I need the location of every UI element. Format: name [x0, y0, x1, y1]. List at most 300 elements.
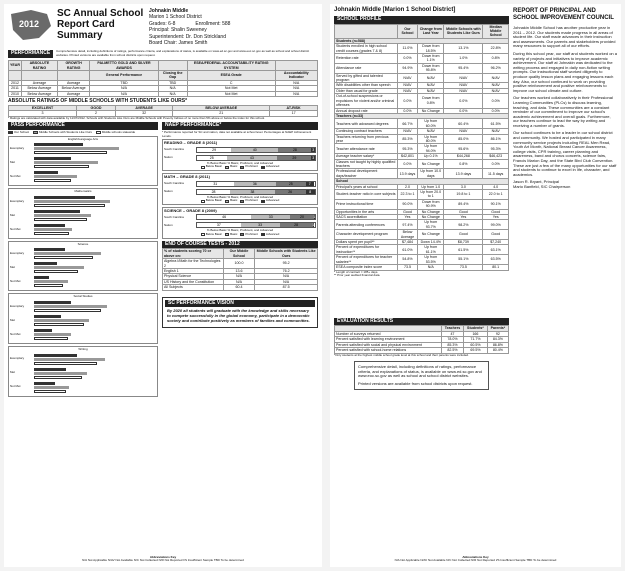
naep-stacked-bar: [196, 214, 316, 220]
perf-subheader: [57, 71, 89, 81]
naep-axis-label: % Below Basic % Basic, Proficient, and Advanced: [206, 160, 274, 165]
eoc-cell: N/A: [255, 274, 318, 279]
pass-bar: [34, 171, 58, 174]
teachers-cell: Up from 94.0%: [418, 144, 444, 154]
pass-row: [10, 209, 156, 222]
teachers-cell: N/AV: [444, 129, 483, 134]
students-cell: Down from 0.8%: [418, 94, 444, 108]
eval-cell: 92: [487, 331, 508, 336]
students-cell: Students enrolled in high school credit courses (grades 7 & 8): [335, 44, 398, 54]
pass-subject-title: English/Language Arts: [67, 136, 99, 141]
profile-title: SCHOOL PROFILE: [334, 16, 509, 24]
pass-legend-label: Middle Schools with Students Like Ours: [39, 130, 92, 135]
naep-segment: 28: [280, 223, 313, 227]
pass-bar: [34, 161, 98, 164]
detail-box: [354, 361, 489, 390]
perf-cell: Average: [22, 80, 58, 85]
grades: Grades: 6-8: [149, 20, 176, 27]
pass-row-label: Met: [10, 265, 16, 270]
school-cell: Down 14.4%: [418, 240, 444, 245]
eval-cell: Percent satisfied with social and physical environment: [335, 342, 442, 347]
school-name: Johnakin Middle: [149, 8, 189, 14]
school-info: [149, 8, 230, 46]
perf-cell: N/A: [90, 86, 158, 91]
perf-cell: N/A: [158, 86, 187, 91]
pass-bar: [34, 196, 95, 199]
teachers-cell: 95.3%: [397, 144, 417, 154]
legend-swatch: [261, 200, 265, 203]
eoc-cell: 60.4: [223, 285, 254, 290]
pass-bar: [34, 252, 101, 255]
eoc-row: [163, 285, 318, 290]
students-label: Students (n=588): [335, 38, 509, 43]
teachers-cell: Teachers with advanced degrees: [335, 119, 398, 129]
teachers-cell: 95.3%: [483, 144, 509, 154]
naep-segment: 25: [276, 182, 306, 186]
naep-segment: 26: [275, 190, 306, 194]
legend-swatch: [201, 166, 205, 169]
students-cell: N/AV: [483, 88, 509, 93]
eoc-title: END OF COURSE TESTS - 2012: [162, 241, 318, 249]
students-cell: 13.1%: [444, 44, 483, 54]
students-cell: 96.2%: [483, 63, 509, 73]
pass-bar: [34, 333, 71, 336]
school-cell: 63.5%: [483, 255, 509, 265]
legend-swatch: [261, 233, 265, 236]
eval-cell: 80.4%: [487, 348, 508, 353]
naep-legend-item: [240, 199, 258, 203]
naep-legend-item: [225, 233, 237, 237]
naep-row-label: South Carolina: [164, 147, 184, 152]
pass-bar: [34, 368, 66, 371]
vision-title: SC PERFORMANCE VISION: [165, 300, 315, 308]
pass-chart: [8, 188, 158, 239]
teachers-cell: 60.4%: [444, 119, 483, 129]
legend-swatch: [240, 166, 244, 169]
perf-subheader: General Performance: [90, 71, 158, 81]
naep-axis-label: % Below Basic % Basic, Proficient, and Advanced: [206, 194, 274, 199]
pass-bar: [34, 376, 82, 379]
abs-value: 17: [270, 111, 318, 116]
absolute-ratings: [8, 99, 318, 120]
profile-header: [335, 24, 398, 38]
eoc-header: Middle Schools with Students Like Ours: [256, 249, 316, 258]
report-title-principal: REPORT OF PRINCIPAL AND SCHOOL IMPROVEMENT COUNCIL: [513, 8, 614, 21]
eoc-cell: N/A: [255, 279, 318, 284]
eoc-row: [163, 259, 318, 269]
students-cell: N/AV: [397, 83, 417, 88]
pass-row-label: Met: [10, 370, 16, 375]
naep-segment: 43: [227, 156, 278, 160]
students-cell: N/AV: [483, 83, 509, 88]
pass-bar: [34, 157, 71, 160]
page1-header: [4, 4, 322, 48]
page2-left: [334, 8, 509, 394]
teachers-cell: 13.9 days: [444, 169, 483, 179]
naep-segment: 1: [313, 215, 316, 220]
pass-bar: [34, 151, 107, 154]
naep-legend-item: [240, 165, 258, 169]
school-cell: Up from 61.1%: [418, 245, 444, 255]
eoc-cell: 13.6: [223, 269, 254, 274]
students-cell: N/AV: [397, 88, 417, 93]
pass-row: [10, 300, 156, 313]
superintendent: Superintendent: Dr. Don Strickland: [149, 33, 226, 40]
perf-cell: N/A: [158, 91, 187, 96]
legend-swatch: [33, 131, 38, 134]
pass-bar: [34, 179, 71, 182]
legend-swatch: [225, 166, 229, 169]
naep-stacked-bar: [196, 155, 316, 161]
school-cell: N/A: [418, 265, 444, 270]
school-cell: Up from 20.0 to 1: [418, 190, 444, 200]
abs-value: 32: [116, 111, 173, 116]
legend-swatch: [96, 131, 101, 134]
perf-header: GROWTH RATING: [57, 61, 89, 71]
teachers-cell: Average teacher salary*: [335, 154, 398, 159]
abbrev-text-2: N/A Not Applicable N/AV Not Available N/C Not Collected N/R Not Reported I/S Insufficient Sample TBD To be determined: [394, 558, 557, 563]
school-cell: Down from 90.9%: [418, 199, 444, 209]
naep-segment: 28: [197, 190, 230, 194]
pass-bar: [34, 147, 119, 150]
naep-segment: 46: [197, 215, 251, 219]
school-cell: 90.1%: [483, 199, 509, 209]
naep-legend-label: Basic: [230, 198, 238, 203]
students-cell: 11.0%: [397, 44, 417, 54]
school-row: [335, 255, 509, 265]
eoc-cell: Physical Science: [163, 274, 224, 279]
naep-block-title: SCIENCE – GRADE 8 (2009): [164, 207, 217, 213]
pass-title: PASS PERFORMANCE: [8, 122, 158, 130]
report-paragraph: Our school continues to be a leader in our school district and community. We hosted and participated in many community service projects including REAL Men Read, Youth Art Month, National Breast Cancer Awareness, college visits, CPR training, career planning and awareness, band and chorus concerts, science fairs, Francis Marion Day, and the State Bird Club Convention. These are just a few of the many opportunities for our staff and students to continue to excel in life, character, and academics.: [513, 130, 617, 177]
eoc-table: [162, 248, 318, 290]
pass-bar: [34, 382, 55, 385]
school-cell: SACS accreditation: [335, 215, 398, 220]
teachers-cell: N/AV: [483, 129, 509, 134]
students-cell: N/AV: [418, 83, 444, 88]
teachers-cell: N/AV: [418, 129, 444, 134]
school-cell: 97.4%: [397, 220, 417, 230]
students-cell: 95.4%: [444, 63, 483, 73]
naep-segment: 40: [231, 148, 278, 152]
teachers-cell: Teacher attendance rate: [335, 144, 398, 154]
school-cell: 80.1: [483, 265, 509, 270]
students-cell: Served by gifted and talented program: [335, 73, 398, 83]
eoc-cell: 95.2: [255, 259, 318, 269]
students-cell: 0.8%: [483, 54, 509, 64]
naep-segment: 7: [306, 182, 314, 186]
naep-legend-label: Below Basic: [205, 164, 223, 169]
pass-row: [10, 156, 156, 169]
school-cell: ESEA composite index score: [335, 265, 398, 270]
school-cell: 89.4%: [444, 199, 483, 209]
naep-block: [162, 173, 318, 205]
naep-segment: 29: [197, 148, 231, 152]
perf-cell: Not Met: [187, 91, 275, 96]
profile-note: * Length of contract = 185+ days.: [334, 269, 379, 274]
profile-note: ** Prior year audited financial data.: [334, 273, 381, 278]
perf-header: [158, 61, 187, 71]
students-cell: N/AV: [483, 73, 509, 83]
naep-legend: [164, 233, 316, 237]
eval-cell: Percent satisfied with school-home relations: [335, 348, 442, 353]
teachers-cell: 85.0%: [444, 134, 483, 144]
pass-bar: [34, 266, 84, 269]
perf-cell: 2010: [9, 91, 22, 96]
school-cell: Up from 1.0: [418, 184, 444, 189]
school-cell: Principal's years at school: [335, 184, 398, 189]
teachers-cell: $44,268: [444, 154, 483, 159]
teachers-cell: Up 0.1%: [418, 154, 444, 159]
eoc-cell: English 1: [163, 269, 224, 274]
pass-bar: [34, 248, 65, 251]
pass-row: [10, 170, 156, 183]
students-cell: 1.0%: [444, 54, 483, 64]
naep-legend-item: [240, 233, 258, 237]
pass-bar: [34, 276, 49, 279]
pass-subject-title: Science: [77, 241, 89, 246]
legend-swatch: [225, 200, 229, 203]
performance-label: PERFORMANCE: [8, 50, 53, 58]
abbrev-title-2: Abbreviations Key: [462, 554, 489, 559]
perf-subheader: ESEA Grade: [187, 71, 275, 81]
school-cell: 2.0: [397, 184, 417, 189]
eval-cell: 71.7%: [464, 337, 488, 342]
teachers-cell: $42,801: [397, 154, 417, 159]
pass-legend-label: Middle schools statewide: [101, 130, 136, 135]
naep-stacked-bar: [196, 181, 316, 187]
eoc-cell: N/A: [223, 274, 254, 279]
abs-header: BELOW AVERAGE: [173, 105, 270, 110]
naep-legend-item: [261, 165, 279, 169]
school-cell: 63.1%: [483, 245, 509, 255]
naep-block-title: MATH – GRADE 8 (2011): [164, 174, 210, 180]
pass-column: [8, 122, 158, 398]
school-cell: Good: [444, 230, 483, 240]
naep-axis-label: % Below Basic % Basic, Proficient, and Advanced: [206, 228, 274, 233]
legend-swatch: [201, 233, 205, 236]
eoc-cell: N/A: [223, 279, 254, 284]
naep-segment: 33: [241, 223, 280, 227]
naep-block: [162, 139, 318, 171]
teachers-cell: $46,423: [483, 154, 509, 159]
report-paragraph: Johnakin Middle School has another productive year in 2011 – 2012. Our students made progress in all areas of student life. Our staff made advances in their instruction and assessments. Our parents and stakeholders provided many resources to support all of our efforts.: [513, 25, 616, 49]
naep-segment: 1: [312, 223, 315, 228]
teachers-row: [335, 144, 509, 154]
students-cell: 0.0%: [483, 94, 509, 108]
naep-segment: 8: [306, 190, 315, 194]
pass-row-label: Exemplary: [10, 356, 25, 361]
pass-bar: [34, 256, 93, 259]
legend-swatch: [225, 233, 229, 236]
eoc-cell: 100.0: [223, 259, 254, 269]
pass-row: [10, 195, 156, 208]
district-name: Marion 1 School District: [149, 14, 202, 21]
naep-segment: 33: [251, 215, 290, 219]
students-cell: N/AV: [444, 88, 483, 93]
pass-legend-label: Our School: [14, 130, 30, 135]
school-cell: 54.8%: [397, 255, 417, 265]
school-cell: 55.1%: [444, 255, 483, 265]
pass-row-label: Met: [10, 317, 16, 322]
naep-note: * Performance reported for SC and nation, data not available at school level. Percentages at NAEP Achievement Levels.: [162, 130, 312, 138]
pass-row: [10, 381, 156, 394]
eval-cell: 69.5%: [464, 348, 488, 353]
pass-row: [10, 275, 156, 288]
naep-segment: 36: [234, 182, 276, 186]
school-cell: No Change: [418, 209, 444, 214]
pass-bar: [34, 204, 105, 207]
teachers-cell: No Change: [418, 159, 444, 169]
eval-cell: 86.8%: [487, 342, 508, 347]
naep-row: [164, 213, 316, 221]
naep-legend-item: [225, 165, 237, 169]
students-cell: Down from 95.8%: [418, 63, 444, 73]
teachers-cell: Teachers returning from previous year: [335, 134, 398, 144]
pass-bar: [34, 200, 110, 203]
abbrev-text: N/A Not Applicable N/AV Not Available N/C Not Collected N/R Not Reported I/S Insufficient Sample TBD To be determined: [82, 558, 244, 563]
eval-cell: 47: [441, 331, 463, 336]
naep-legend-item: [201, 165, 222, 169]
teachers-cell: Continuing contract teachers: [335, 129, 398, 134]
profile-header: Change from Last Year: [418, 24, 444, 38]
school-cell: Good: [483, 209, 509, 214]
pass-chart: [8, 293, 158, 344]
naep-legend: [164, 199, 316, 203]
school-cell: Character development program: [335, 230, 398, 240]
students-cell: Annual dropout rate: [335, 108, 398, 113]
profile-table: [334, 24, 509, 271]
school-cell: 73.5: [444, 265, 483, 270]
pass-bar: [34, 143, 83, 146]
naep-legend-item: [201, 233, 222, 237]
eoc-cell: 76.2: [255, 269, 318, 274]
students-row: [335, 73, 509, 83]
students-cell: N/AV: [418, 88, 444, 93]
eoc-cell: 87.5: [255, 285, 318, 290]
abs-header: AT-RISK: [270, 105, 318, 110]
naep-segment: 31: [197, 182, 234, 186]
school-cell: Below Average: [397, 230, 417, 240]
vision-box: [162, 297, 318, 329]
school-cell: Student-teacher ratio in core subjects: [335, 190, 398, 200]
absolute-ratings-title: ABSOLUTE RATINGS OF MIDDLE SCHOOLS WITH STUDENTS LIKE OURS*: [8, 98, 188, 105]
performance-section: [8, 50, 318, 58]
pass-row: [10, 314, 156, 327]
performance-note: Comprehensive detail, including definitions of ratings, performance criteria, and explanations of status, is available on www.ed.sc.gov and www.eoc.sc.gov as well as school and school district websites. Printed versions are available from school districts upon request.: [56, 49, 310, 58]
naep-legend-label: Advanced: [265, 198, 280, 203]
pass-row-label: Exemplary: [10, 251, 25, 256]
students-cell: Down from 1.1%: [418, 54, 444, 64]
naep-legend-item: [225, 199, 237, 203]
students-cell: 22.8%: [483, 44, 509, 54]
pass-bar: [34, 224, 65, 227]
perf-header: [275, 61, 317, 71]
naep-row-label: Nation: [164, 155, 173, 160]
perf-subheader: [22, 71, 58, 81]
students-row: [335, 63, 509, 73]
perf-subheader: Accountability Indicator: [275, 71, 317, 81]
pass-bar: [34, 214, 91, 217]
teachers-cell: Up from 10.0 days: [418, 169, 444, 179]
school-cell: No Change: [418, 230, 444, 240]
abs-value: 3: [9, 111, 77, 116]
school-cell: Up from 93.7%: [418, 220, 444, 230]
abs-header: AVERAGE: [116, 105, 173, 110]
school-cell: 22.0 to 1: [483, 190, 509, 200]
pass-row-label: Exemplary: [10, 303, 25, 308]
perf-cell: Average: [57, 80, 89, 85]
pass-chart: [8, 136, 158, 187]
detail-text-2: Printed versions are available from school districts upon request.: [358, 380, 473, 386]
naep-row-label: South Carolina: [164, 180, 184, 185]
naep-row-label: Nation: [164, 188, 173, 193]
pass-legend-item: [96, 131, 135, 135]
school-row: [335, 220, 509, 230]
students-cell: 0.0%: [397, 54, 417, 64]
teachers-cell: 86.1%: [483, 134, 509, 144]
students-row: [335, 44, 509, 54]
pass-row-label: Exemplary: [10, 198, 25, 203]
eval-cell: 166: [464, 331, 488, 336]
pass-row: [10, 261, 156, 274]
pass-bar: [34, 280, 68, 283]
pass-bar: [34, 262, 57, 265]
school-cell: 99.0%: [483, 220, 509, 230]
school-cell: 3.0: [444, 184, 483, 189]
school-cell: 22.3 to 1: [397, 190, 417, 200]
pass-row-label: Not Met: [10, 384, 21, 389]
school-label: School: [335, 179, 509, 184]
pass-row-label: Met: [10, 212, 16, 217]
pass-bar: [34, 270, 78, 273]
perf-cell: Average: [57, 91, 89, 96]
naep-row-label: Nation: [164, 222, 173, 227]
perf-cell: TBD: [90, 80, 158, 85]
naep-segment: 29: [277, 156, 311, 160]
pass-chart: [8, 241, 158, 292]
pass-row: [10, 353, 156, 366]
pass-bar: [34, 362, 97, 365]
students-cell: N/AV: [418, 73, 444, 83]
school-cell: Good: [397, 209, 417, 214]
eval-cell: 85.3%: [441, 342, 463, 347]
students-cell: Attendance rate: [335, 63, 398, 73]
eoc-cell: All Subjects: [163, 285, 224, 290]
pass-row-label: Not Met: [10, 331, 21, 336]
report-card-page-2: [330, 4, 621, 567]
perf-header: YEAR: [9, 61, 22, 71]
school-cell: 98.2%: [444, 220, 483, 230]
abs-header: EXCELLENT: [9, 105, 77, 110]
perf-cell: TBD: [158, 80, 187, 85]
naep-segment: 38: [230, 190, 275, 194]
pass-subject-title: Mathematics: [74, 189, 92, 194]
naep-row: [164, 146, 316, 154]
eval-table: [334, 325, 509, 353]
report-paragraph: During this school year, our staff and students worked on a variety of projects and initiatives to improve academic achievement. Our staff at Johnakin was dedicated to the writing process and engaged in daily non-fiction writing prompts. Our instructional staff worked diligently to produce quality lesson plans and engaging lessons each day. Also, our school continued to work on providing positive reinforcement and positive reinforcements to improve our school climate and culture.: [513, 50, 617, 93]
abbrev-title: Abbreviations Key: [149, 554, 177, 559]
school-cell: Percent of expenditures for teacher salaries**: [335, 255, 398, 265]
school-cell: Opportunities in the arts: [335, 209, 398, 214]
eval-title: EVALUATION RESULTS: [334, 318, 509, 326]
school-cell: 90.0%: [397, 199, 417, 209]
pass-bar: [34, 329, 52, 332]
eval-header: Teachers: [441, 326, 463, 331]
perf-row: [9, 91, 318, 96]
school-row: [335, 190, 509, 200]
naep-row-label: South Carolina: [164, 214, 184, 219]
